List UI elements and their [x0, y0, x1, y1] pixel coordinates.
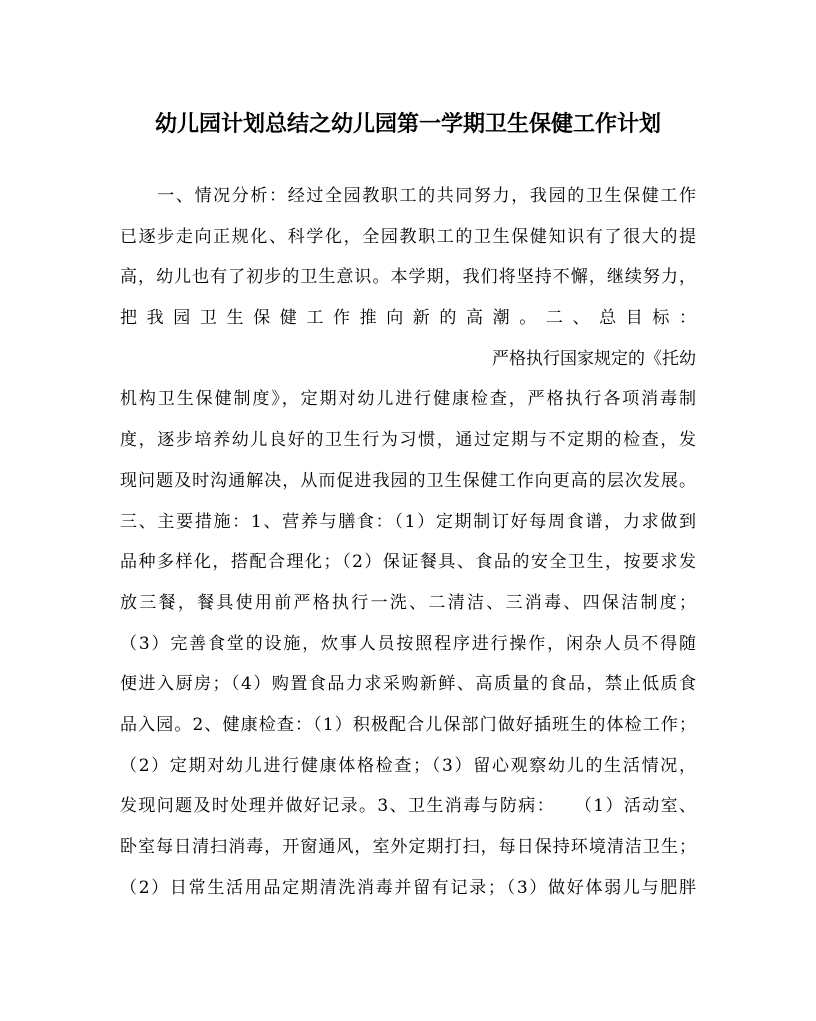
- paragraph-line: 把 我 园 卫 生 保 健 工 作 推 向 新 的 高 潮 。 二 、 总 目 标 ：: [120, 308, 696, 329]
- paragraph-line: 卧室每日清扫消毒，开窗通风，室外定期打扫，每日保持环境清洁卫生；: [120, 837, 696, 857]
- paragraph-line: 已逐步走向正规化、科学化，全园教职工的卫生保健知识有了很大的提: [120, 226, 696, 247]
- paragraph-line: 品种多样化，搭配合理化；（2）保证餐具、食品的安全卫生，按要求发: [120, 552, 696, 573]
- paragraph-line: 机构卫生保健制度》，定期对幼儿进行健康检查，严格执行各项消毒制: [120, 389, 696, 410]
- paragraph-line: 发现问题及时处理并做好记录。3、卫生消毒与防病： （1）活动室、: [120, 796, 696, 817]
- paragraph-line: 放三餐，餐具使用前严格执行一洗、二清洁、三消毒、四保洁制度；: [120, 592, 696, 613]
- paragraph-line: 度，逐步培养幼儿良好的卫生行为习惯，通过定期与不定期的检查，发: [120, 430, 696, 451]
- paragraph-line: （2）定期对幼儿进行健康体格检查；（3）留心观察幼儿的生活情况，: [120, 755, 696, 776]
- paragraph-line: 一、情况分析：经过全园教职工的共同努力，我园的卫生保健工作: [120, 186, 696, 206]
- paragraph-line: 三、主要措施：1、营养与膳食：（1）定期制订好每周食谱，力求做到: [120, 511, 696, 532]
- paragraph-line: （2）日常生活用品定期清洗消毒并留有记录；（3）做好体弱儿与肥胖: [120, 877, 696, 898]
- document-body: [120, 176, 696, 908]
- paragraph-line: （3）完善食堂的设施，炊事人员按照程序进行操作，闲杂人员不得随: [120, 633, 696, 654]
- paragraph-line: 品入园。2、健康检查：（1）积极配合儿保部门做好插班生的体检工作；: [120, 714, 696, 735]
- paragraph-line: 现问题及时沟通解决，从而促进我园的卫生保健工作向更高的层次发展。: [120, 470, 696, 491]
- document-title: 幼儿园计划总结之幼儿园第一学期卫生保健工作计划: [154, 111, 661, 137]
- paragraph-line: 严格执行国家规定的《托幼: [492, 348, 696, 369]
- paragraph-line: 高，幼儿也有了初步的卫生意识。本学期，我们将坚持不懈，继续努力，: [120, 267, 696, 288]
- paragraph-line: 便进入厨房；（4）购置食品力求采购新鲜、高质量的食品，禁止低质食: [120, 674, 696, 695]
